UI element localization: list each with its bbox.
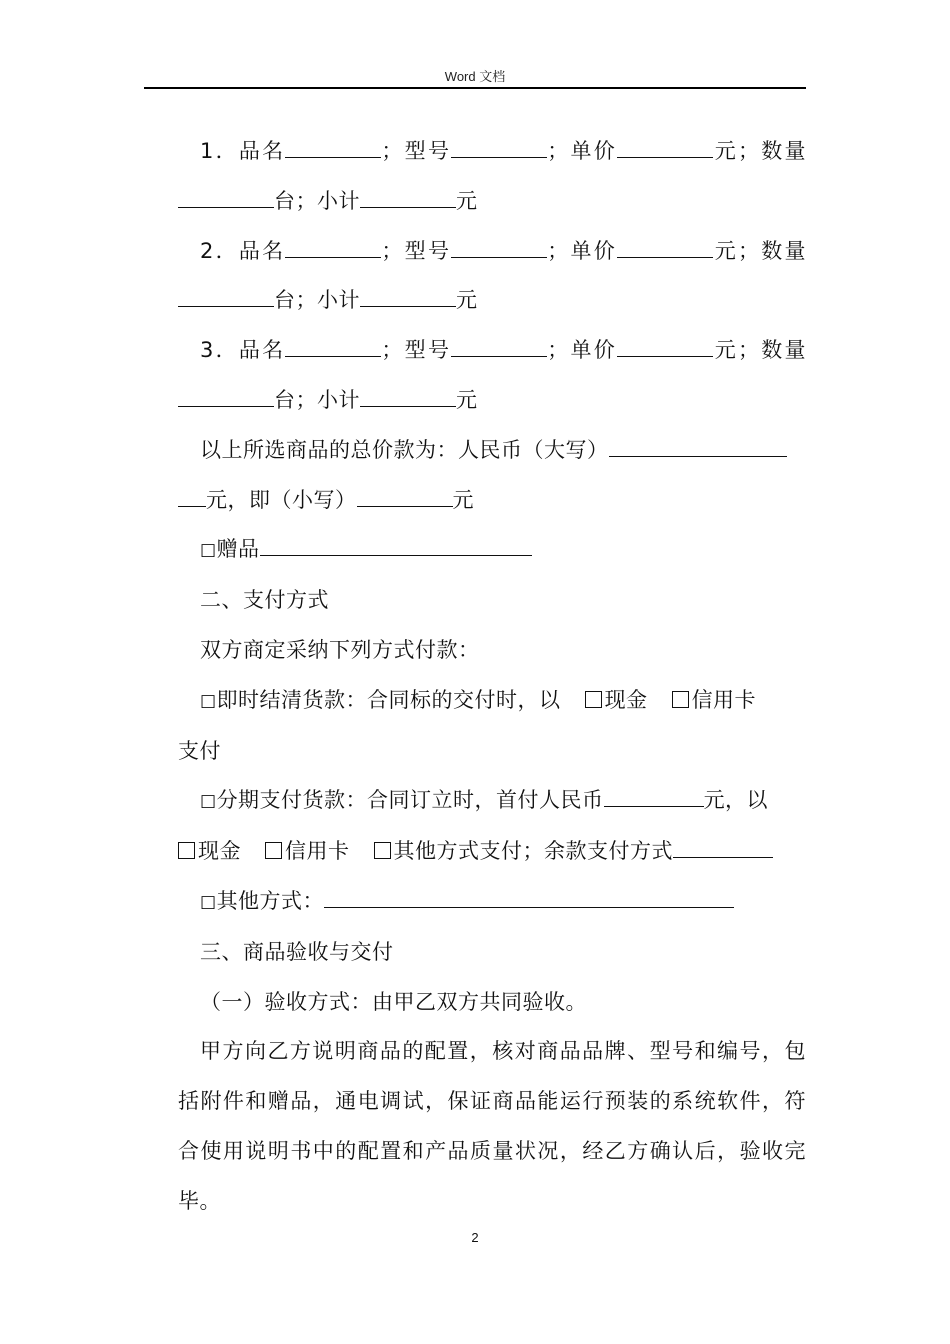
checkbox-icon[interactable]: [672, 691, 689, 708]
qty-blank[interactable]: [178, 377, 274, 407]
item-price-label: ；单价: [547, 139, 617, 163]
total-lowercase-label: 元，即（小写）: [206, 487, 357, 512]
item-subtotal-label: 台；小计: [274, 188, 360, 213]
pay-now-text: 即时结清货款：合同标的交付时，以: [216, 687, 561, 712]
checkbox-icon[interactable]: □: [200, 540, 217, 561]
page-header: Word 文档: [444, 69, 506, 84]
item-number: 2．: [200, 238, 239, 263]
item-1-line-1: [178, 127, 806, 177]
item-price-label: ；单价: [547, 338, 617, 363]
subtotal-blank[interactable]: [360, 277, 456, 307]
pay-other-text: 其他方式：: [216, 888, 325, 913]
section-3-title: 三、商品验收与交付: [200, 939, 394, 964]
qty-blank[interactable]: [178, 277, 274, 307]
paragraph-line-1: 甲方向乙方说明商品的配置，核对商品品牌、型号和编号，包: [200, 1039, 806, 1064]
item-3-line-2: [178, 376, 806, 426]
total-label: 以上所选商品的总价款为：人民币（大写）: [200, 437, 609, 462]
pay-installment-line-2: [178, 827, 806, 877]
checkbox-icon[interactable]: □: [200, 791, 217, 812]
item-number: 3．: [200, 338, 239, 363]
item-subtotal-label: 台；小计: [274, 288, 360, 313]
item-number: 1．: [200, 139, 239, 163]
paragraph-line-3: 合使用说明书中的配置和产品质量状况，经乙方确认后，验收完: [178, 1138, 806, 1163]
section-3-sub-1: （一）验收方式：由甲乙双方共同验收。: [200, 989, 587, 1014]
pay-installment-line-1: [178, 776, 806, 827]
item-yuan: 元: [456, 188, 478, 213]
balance-method-blank[interactable]: [673, 828, 773, 858]
model-blank[interactable]: [451, 228, 547, 258]
total-uppercase-blank-cont[interactable]: [178, 477, 206, 507]
checkbox-icon[interactable]: [374, 842, 391, 859]
item-model-label: ；型号: [381, 139, 452, 163]
pay-now-tail: 支付: [178, 738, 221, 763]
total-uppercase-blank[interactable]: [609, 427, 787, 457]
item-qty-label: 元；数量: [712, 238, 807, 263]
price-blank[interactable]: [617, 327, 713, 357]
total-yuan: 元: [452, 487, 474, 512]
section-2-intro: 双方商定采纳下列方式付款：: [200, 637, 480, 662]
name-blank[interactable]: [285, 228, 381, 258]
item-qty-label: 元；数量: [712, 139, 807, 163]
cash-option: 现金: [198, 839, 241, 864]
name-blank[interactable]: [285, 128, 381, 158]
item-name-label: 品名: [238, 238, 286, 263]
section-2-title: 二、支付方式: [200, 588, 329, 613]
card-option: 信用卡: [285, 839, 350, 864]
item-subtotal-label: 台；小计: [274, 387, 360, 412]
yuan-by: 元，以: [703, 788, 769, 813]
qty-blank[interactable]: [178, 178, 274, 208]
item-name-label: 品名: [238, 139, 286, 163]
other-method-blank[interactable]: [324, 878, 734, 908]
total-line-1: [178, 426, 806, 476]
checkbox-icon[interactable]: [265, 842, 282, 859]
gift-line: [178, 525, 806, 576]
pay-now-line: [178, 676, 806, 727]
item-yuan: 元: [456, 288, 478, 313]
model-blank[interactable]: [451, 128, 547, 158]
other-option: 其他方式支付；余款支付方式: [393, 839, 673, 864]
item-qty-label: 元；数量: [712, 338, 807, 363]
pay-installment-text: 分期支付货款：合同订立时，首付人民币: [216, 788, 604, 813]
paragraph-line-4: 毕。: [178, 1188, 221, 1213]
checkbox-icon[interactable]: [178, 842, 195, 859]
checkbox-icon[interactable]: □: [200, 891, 217, 912]
total-line-2: [178, 476, 806, 526]
card-option: 信用卡: [691, 687, 757, 712]
price-blank[interactable]: [617, 128, 713, 158]
item-price-label: ；单价: [547, 238, 617, 263]
pay-other-line: [178, 877, 806, 928]
item-2-line-1: [178, 227, 806, 277]
item-yuan: 元: [456, 387, 478, 412]
total-lowercase-blank[interactable]: [357, 477, 453, 507]
checkbox-icon[interactable]: [585, 691, 602, 708]
item-2-line-2: [178, 276, 806, 326]
paragraph-line-2: 括附件和赠品，通电调试，保证商品能运行预装的系统软件，符: [178, 1089, 806, 1114]
checkbox-icon[interactable]: □: [200, 690, 217, 711]
down-payment-blank[interactable]: [604, 777, 704, 807]
item-model-label: ；型号: [381, 338, 452, 363]
gift-blank[interactable]: [260, 526, 532, 556]
item-model-label: ；型号: [381, 238, 452, 263]
subtotal-blank[interactable]: [360, 377, 456, 407]
gift-label: 赠品: [216, 537, 260, 562]
model-blank[interactable]: [451, 327, 547, 357]
header-rule: [144, 87, 806, 89]
name-blank[interactable]: [285, 327, 381, 357]
document-body: [178, 127, 806, 1227]
price-blank[interactable]: [617, 228, 713, 258]
item-1-line-2: [178, 177, 806, 227]
cash-option: 现金: [604, 687, 648, 712]
subtotal-blank[interactable]: [360, 178, 456, 208]
page-number: 2: [471, 1230, 479, 1245]
item-3-line-1: [178, 326, 806, 376]
item-name-label: 品名: [238, 338, 286, 363]
